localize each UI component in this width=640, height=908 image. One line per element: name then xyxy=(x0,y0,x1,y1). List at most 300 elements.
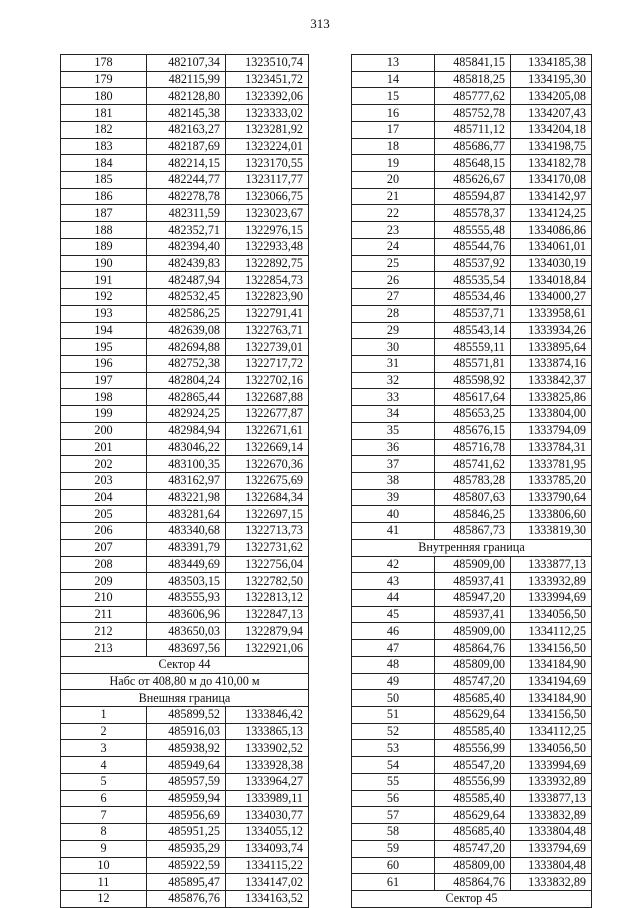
y-coordinate-cell: 1334093,74 xyxy=(226,840,309,857)
table-row xyxy=(352,238,592,255)
y-coordinate-cell: 1333902,52 xyxy=(226,740,309,757)
x-coordinate-cell: 485935,29 xyxy=(147,840,226,857)
x-coordinate-cell: 485598,92 xyxy=(435,372,511,389)
table-row xyxy=(61,840,309,857)
x-coordinate-cell: 485537,92 xyxy=(435,255,511,272)
x-coordinate-cell: 482128,80 xyxy=(147,88,226,105)
point-number-cell: 189 xyxy=(61,238,147,255)
table-row xyxy=(352,807,592,824)
y-coordinate-cell: 1334156,50 xyxy=(511,640,592,657)
y-coordinate-cell: 1334195,30 xyxy=(511,71,592,88)
table-row xyxy=(352,824,592,841)
point-number-cell: 26 xyxy=(352,272,435,289)
table-row xyxy=(61,222,309,239)
table-row xyxy=(352,723,592,740)
point-number-cell: 15 xyxy=(352,88,435,105)
table-row xyxy=(61,773,309,790)
y-coordinate-cell: 1334185,38 xyxy=(511,55,592,72)
y-coordinate-cell: 1322713,73 xyxy=(226,523,309,540)
y-coordinate-cell: 1333877,13 xyxy=(511,556,592,573)
y-coordinate-cell: 1323451,72 xyxy=(226,71,309,88)
point-number-cell: 61 xyxy=(352,874,435,891)
table-row xyxy=(352,623,592,640)
point-number-cell: 185 xyxy=(61,172,147,189)
point-number-cell: 179 xyxy=(61,71,147,88)
table-row xyxy=(352,673,592,690)
x-coordinate-cell: 485909,00 xyxy=(435,623,511,640)
point-number-cell: 12 xyxy=(61,890,147,907)
table-row xyxy=(352,573,592,590)
table-row xyxy=(61,640,309,657)
x-coordinate-cell: 482639,08 xyxy=(147,322,226,339)
y-coordinate-cell: 1323510,74 xyxy=(226,55,309,72)
table-row xyxy=(352,656,592,673)
point-number-cell: 55 xyxy=(352,773,435,790)
y-coordinate-cell: 1323333,02 xyxy=(226,105,309,122)
point-number-cell: 187 xyxy=(61,205,147,222)
x-coordinate-cell: 485559,11 xyxy=(435,339,511,356)
coordinates-table-left xyxy=(60,54,309,908)
y-coordinate-cell: 1333794,69 xyxy=(511,840,592,857)
table-row xyxy=(61,740,309,757)
x-coordinate-cell: 485686,77 xyxy=(435,138,511,155)
y-coordinate-cell: 1334198,75 xyxy=(511,138,592,155)
section-heading-row xyxy=(352,539,592,556)
x-coordinate-cell: 483606,96 xyxy=(147,606,226,623)
y-coordinate-cell: 1333806,60 xyxy=(511,506,592,523)
point-number-cell: 17 xyxy=(352,121,435,138)
y-coordinate-cell: 1334030,19 xyxy=(511,255,592,272)
table-row xyxy=(61,606,309,623)
section-heading: Набс от 408,80 м до 410,00 м xyxy=(61,673,309,690)
table-row xyxy=(352,289,592,306)
table-row xyxy=(352,489,592,506)
point-number-cell: 31 xyxy=(352,355,435,372)
section-heading: Сектор 44 xyxy=(61,656,309,673)
x-coordinate-cell: 482187,69 xyxy=(147,138,226,155)
table-row xyxy=(352,255,592,272)
x-coordinate-cell: 485571,81 xyxy=(435,355,511,372)
point-number-cell: 181 xyxy=(61,105,147,122)
y-coordinate-cell: 1333958,61 xyxy=(511,305,592,322)
table-row xyxy=(61,88,309,105)
point-number-cell: 48 xyxy=(352,656,435,673)
table-row xyxy=(61,489,309,506)
point-number-cell: 210 xyxy=(61,590,147,607)
point-number-cell: 7 xyxy=(61,807,147,824)
table-row xyxy=(352,205,592,222)
table-row xyxy=(61,255,309,272)
point-number-cell: 209 xyxy=(61,573,147,590)
point-number-cell: 28 xyxy=(352,305,435,322)
x-coordinate-cell: 485752,78 xyxy=(435,105,511,122)
x-coordinate-cell: 483340,68 xyxy=(147,523,226,540)
point-number-cell: 16 xyxy=(352,105,435,122)
x-coordinate-cell: 485957,59 xyxy=(147,773,226,790)
table-row xyxy=(352,857,592,874)
x-coordinate-cell: 482352,71 xyxy=(147,222,226,239)
y-coordinate-cell: 1322921,06 xyxy=(226,640,309,657)
y-coordinate-cell: 1333846,42 xyxy=(226,707,309,724)
y-coordinate-cell: 1333932,89 xyxy=(511,773,592,790)
y-coordinate-cell: 1323117,77 xyxy=(226,172,309,189)
y-coordinate-cell: 1322847,13 xyxy=(226,606,309,623)
point-number-cell: 46 xyxy=(352,623,435,640)
point-number-cell: 1 xyxy=(61,707,147,724)
table-row xyxy=(61,590,309,607)
point-number-cell: 199 xyxy=(61,406,147,423)
point-number-cell: 180 xyxy=(61,88,147,105)
page-number: 313 xyxy=(310,16,330,31)
y-coordinate-cell: 1334147,02 xyxy=(226,874,309,891)
x-coordinate-cell: 482752,38 xyxy=(147,355,226,372)
point-number-cell: 9 xyxy=(61,840,147,857)
point-number-cell: 52 xyxy=(352,723,435,740)
y-coordinate-cell: 1333790,64 xyxy=(511,489,592,506)
point-number-cell: 49 xyxy=(352,673,435,690)
y-coordinate-cell: 1333832,89 xyxy=(511,874,592,891)
x-coordinate-cell: 485809,00 xyxy=(435,656,511,673)
y-coordinate-cell: 1333895,64 xyxy=(511,339,592,356)
x-coordinate-cell: 483449,69 xyxy=(147,556,226,573)
table-row xyxy=(61,389,309,406)
y-coordinate-cell: 1322684,34 xyxy=(226,489,309,506)
point-number-cell: 8 xyxy=(61,824,147,841)
x-coordinate-cell: 485777,62 xyxy=(435,88,511,105)
y-coordinate-cell: 1333877,13 xyxy=(511,790,592,807)
point-number-cell: 13 xyxy=(352,55,435,72)
point-number-cell: 45 xyxy=(352,606,435,623)
x-coordinate-cell: 485629,64 xyxy=(435,807,511,824)
y-coordinate-cell: 1333865,13 xyxy=(226,723,309,740)
y-coordinate-cell: 1334018,84 xyxy=(511,272,592,289)
point-number-cell: 44 xyxy=(352,590,435,607)
table-row xyxy=(352,439,592,456)
x-coordinate-cell: 485556,99 xyxy=(435,740,511,757)
y-coordinate-cell: 1323170,55 xyxy=(226,155,309,172)
y-coordinate-cell: 1333994,69 xyxy=(511,590,592,607)
point-number-cell: 212 xyxy=(61,623,147,640)
x-coordinate-cell: 485841,15 xyxy=(435,55,511,72)
y-coordinate-cell: 1334061,01 xyxy=(511,238,592,255)
x-coordinate-cell: 485585,40 xyxy=(435,790,511,807)
point-number-cell: 23 xyxy=(352,222,435,239)
point-number-cell: 6 xyxy=(61,790,147,807)
y-coordinate-cell: 1333994,69 xyxy=(511,757,592,774)
point-number-cell: 5 xyxy=(61,773,147,790)
point-number-cell: 36 xyxy=(352,439,435,456)
table-row xyxy=(61,790,309,807)
y-coordinate-cell: 1323023,67 xyxy=(226,205,309,222)
point-number-cell: 201 xyxy=(61,439,147,456)
x-coordinate-cell: 485846,25 xyxy=(435,506,511,523)
point-number-cell: 196 xyxy=(61,355,147,372)
y-coordinate-cell: 1334205,08 xyxy=(511,88,592,105)
point-number-cell: 207 xyxy=(61,539,147,556)
x-coordinate-cell: 483046,22 xyxy=(147,439,226,456)
point-number-cell: 59 xyxy=(352,840,435,857)
y-coordinate-cell: 1334055,12 xyxy=(226,824,309,841)
y-coordinate-cell: 1334112,25 xyxy=(511,623,592,640)
y-coordinate-cell: 1334056,50 xyxy=(511,740,592,757)
table-row xyxy=(61,205,309,222)
point-number-cell: 57 xyxy=(352,807,435,824)
point-number-cell: 54 xyxy=(352,757,435,774)
y-coordinate-cell: 1322669,14 xyxy=(226,439,309,456)
section-heading: Внешняя граница xyxy=(61,690,309,707)
point-number-cell: 10 xyxy=(61,857,147,874)
table-row xyxy=(61,439,309,456)
table-row xyxy=(61,857,309,874)
x-coordinate-cell: 482924,25 xyxy=(147,406,226,423)
y-coordinate-cell: 1333832,89 xyxy=(511,807,592,824)
x-coordinate-cell: 482532,45 xyxy=(147,289,226,306)
table-row xyxy=(352,105,592,122)
x-coordinate-cell: 485556,99 xyxy=(435,773,511,790)
table-row xyxy=(352,121,592,138)
y-coordinate-cell: 1322756,04 xyxy=(226,556,309,573)
table-row xyxy=(61,355,309,372)
table-row xyxy=(61,523,309,540)
table-row xyxy=(352,138,592,155)
x-coordinate-cell: 485937,41 xyxy=(435,606,511,623)
table-row xyxy=(352,322,592,339)
y-coordinate-cell: 1322791,41 xyxy=(226,305,309,322)
y-coordinate-cell: 1333794,09 xyxy=(511,422,592,439)
point-number-cell: 11 xyxy=(61,874,147,891)
table-row xyxy=(61,155,309,172)
point-number-cell: 60 xyxy=(352,857,435,874)
x-coordinate-cell: 485807,63 xyxy=(435,489,511,506)
x-coordinate-cell: 483162,97 xyxy=(147,472,226,489)
point-number-cell: 33 xyxy=(352,389,435,406)
x-coordinate-cell: 483555,93 xyxy=(147,590,226,607)
y-coordinate-cell: 1323224,01 xyxy=(226,138,309,155)
point-number-cell: 183 xyxy=(61,138,147,155)
x-coordinate-cell: 485951,25 xyxy=(147,824,226,841)
table-row xyxy=(352,790,592,807)
table-row xyxy=(352,155,592,172)
x-coordinate-cell: 485711,12 xyxy=(435,121,511,138)
table-row xyxy=(352,456,592,473)
x-coordinate-cell: 482163,27 xyxy=(147,121,226,138)
point-number-cell: 21 xyxy=(352,188,435,205)
y-coordinate-cell: 1333819,30 xyxy=(511,523,592,540)
table-row xyxy=(61,289,309,306)
table-row xyxy=(61,406,309,423)
x-coordinate-cell: 485895,47 xyxy=(147,874,226,891)
y-coordinate-cell: 1333781,95 xyxy=(511,456,592,473)
point-number-cell: 19 xyxy=(352,155,435,172)
point-number-cell: 41 xyxy=(352,523,435,540)
table-row xyxy=(61,506,309,523)
point-number-cell: 197 xyxy=(61,372,147,389)
y-coordinate-cell: 1322892,75 xyxy=(226,255,309,272)
table-row xyxy=(352,707,592,724)
x-coordinate-cell: 485949,64 xyxy=(147,757,226,774)
x-coordinate-cell: 485543,14 xyxy=(435,322,511,339)
table-row xyxy=(352,590,592,607)
table-row xyxy=(61,272,309,289)
point-number-cell: 203 xyxy=(61,472,147,489)
section-heading: Сектор 45 xyxy=(352,890,592,907)
table-row xyxy=(352,506,592,523)
x-coordinate-cell: 485534,46 xyxy=(435,289,511,306)
x-coordinate-cell: 483221,98 xyxy=(147,489,226,506)
section-heading: Внутренняя граница xyxy=(352,539,592,556)
y-coordinate-cell: 1334115,22 xyxy=(226,857,309,874)
table-row xyxy=(61,138,309,155)
table-row xyxy=(61,472,309,489)
table-row xyxy=(61,874,309,891)
x-coordinate-cell: 482145,38 xyxy=(147,105,226,122)
y-coordinate-cell: 1334000,27 xyxy=(511,289,592,306)
table-row xyxy=(352,606,592,623)
table-row xyxy=(352,222,592,239)
point-number-cell: 50 xyxy=(352,690,435,707)
table-row xyxy=(352,523,592,540)
x-coordinate-cell: 483100,35 xyxy=(147,456,226,473)
table-row xyxy=(352,372,592,389)
table-row xyxy=(61,456,309,473)
table-row xyxy=(352,757,592,774)
point-number-cell: 208 xyxy=(61,556,147,573)
x-coordinate-cell: 485555,48 xyxy=(435,222,511,239)
point-number-cell: 25 xyxy=(352,255,435,272)
y-coordinate-cell: 1334086,86 xyxy=(511,222,592,239)
x-coordinate-cell: 485818,25 xyxy=(435,71,511,88)
y-coordinate-cell: 1322670,36 xyxy=(226,456,309,473)
point-number-cell: 202 xyxy=(61,456,147,473)
y-coordinate-cell: 1322813,12 xyxy=(226,590,309,607)
point-number-cell: 34 xyxy=(352,406,435,423)
x-coordinate-cell: 485747,20 xyxy=(435,673,511,690)
table-row xyxy=(61,723,309,740)
y-coordinate-cell: 1334204,18 xyxy=(511,121,592,138)
table-row xyxy=(352,172,592,189)
point-number-cell: 51 xyxy=(352,707,435,724)
x-coordinate-cell: 485937,41 xyxy=(435,573,511,590)
table-row xyxy=(61,238,309,255)
x-coordinate-cell: 485594,87 xyxy=(435,188,511,205)
point-number-cell: 2 xyxy=(61,723,147,740)
table-row xyxy=(61,339,309,356)
y-coordinate-cell: 1333989,11 xyxy=(226,790,309,807)
table-row xyxy=(352,88,592,105)
point-number-cell: 205 xyxy=(61,506,147,523)
table-row xyxy=(61,807,309,824)
x-coordinate-cell: 485809,00 xyxy=(435,857,511,874)
table-row xyxy=(61,305,309,322)
y-coordinate-cell: 1333928,38 xyxy=(226,757,309,774)
x-coordinate-cell: 485626,67 xyxy=(435,172,511,189)
y-coordinate-cell: 1334142,97 xyxy=(511,188,592,205)
table-row xyxy=(352,740,592,757)
point-number-cell: 211 xyxy=(61,606,147,623)
table-row xyxy=(352,690,592,707)
point-number-cell: 24 xyxy=(352,238,435,255)
x-coordinate-cell: 482439,83 xyxy=(147,255,226,272)
y-coordinate-cell: 1333785,20 xyxy=(511,472,592,489)
y-coordinate-cell: 1322739,01 xyxy=(226,339,309,356)
y-coordinate-cell: 1333842,37 xyxy=(511,372,592,389)
point-number-cell: 178 xyxy=(61,55,147,72)
x-coordinate-cell: 483281,64 xyxy=(147,506,226,523)
y-coordinate-cell: 1322717,72 xyxy=(226,355,309,372)
point-number-cell: 39 xyxy=(352,489,435,506)
table-row xyxy=(352,305,592,322)
table-row xyxy=(61,121,309,138)
y-coordinate-cell: 1322823,90 xyxy=(226,289,309,306)
x-coordinate-cell: 485676,15 xyxy=(435,422,511,439)
x-coordinate-cell: 482865,44 xyxy=(147,389,226,406)
x-coordinate-cell: 485578,37 xyxy=(435,205,511,222)
y-coordinate-cell: 1334207,43 xyxy=(511,105,592,122)
y-coordinate-cell: 1333932,89 xyxy=(511,573,592,590)
x-coordinate-cell: 483697,56 xyxy=(147,640,226,657)
x-coordinate-cell: 482107,34 xyxy=(147,55,226,72)
table-row xyxy=(61,322,309,339)
point-number-cell: 4 xyxy=(61,757,147,774)
table-row xyxy=(61,172,309,189)
table-row xyxy=(352,556,592,573)
y-coordinate-cell: 1334030,77 xyxy=(226,807,309,824)
point-number-cell: 204 xyxy=(61,489,147,506)
y-coordinate-cell: 1334170,08 xyxy=(511,172,592,189)
y-coordinate-cell: 1333784,31 xyxy=(511,439,592,456)
table-row xyxy=(352,272,592,289)
point-number-cell: 198 xyxy=(61,389,147,406)
x-coordinate-cell: 485685,40 xyxy=(435,690,511,707)
y-coordinate-cell: 1333874,16 xyxy=(511,355,592,372)
table-row xyxy=(61,539,309,556)
x-coordinate-cell: 485741,62 xyxy=(435,456,511,473)
y-coordinate-cell: 1333804,48 xyxy=(511,857,592,874)
table-row xyxy=(61,188,309,205)
x-coordinate-cell: 485685,40 xyxy=(435,824,511,841)
point-number-cell: 37 xyxy=(352,456,435,473)
x-coordinate-cell: 482278,78 xyxy=(147,188,226,205)
point-number-cell: 20 xyxy=(352,172,435,189)
table-row xyxy=(352,773,592,790)
y-coordinate-cell: 1322671,61 xyxy=(226,422,309,439)
point-number-cell: 206 xyxy=(61,523,147,540)
x-coordinate-cell: 483391,79 xyxy=(147,539,226,556)
y-coordinate-cell: 1322763,71 xyxy=(226,322,309,339)
point-number-cell: 38 xyxy=(352,472,435,489)
point-number-cell: 188 xyxy=(61,222,147,239)
point-number-cell: 42 xyxy=(352,556,435,573)
y-coordinate-cell: 1333804,48 xyxy=(511,824,592,841)
x-coordinate-cell: 485617,64 xyxy=(435,389,511,406)
table-row xyxy=(61,105,309,122)
x-coordinate-cell: 482115,99 xyxy=(147,71,226,88)
y-coordinate-cell: 1334163,52 xyxy=(226,890,309,907)
x-coordinate-cell: 485916,03 xyxy=(147,723,226,740)
x-coordinate-cell: 485867,73 xyxy=(435,523,511,540)
x-coordinate-cell: 485909,00 xyxy=(435,556,511,573)
point-number-cell: 29 xyxy=(352,322,435,339)
y-coordinate-cell: 1322976,15 xyxy=(226,222,309,239)
y-coordinate-cell: 1334182,78 xyxy=(511,155,592,172)
point-number-cell: 195 xyxy=(61,339,147,356)
x-coordinate-cell: 482586,25 xyxy=(147,305,226,322)
x-coordinate-cell: 485537,71 xyxy=(435,305,511,322)
y-coordinate-cell: 1334124,25 xyxy=(511,205,592,222)
y-coordinate-cell: 1333934,26 xyxy=(511,322,592,339)
x-coordinate-cell: 485629,64 xyxy=(435,707,511,724)
table-row xyxy=(61,372,309,389)
